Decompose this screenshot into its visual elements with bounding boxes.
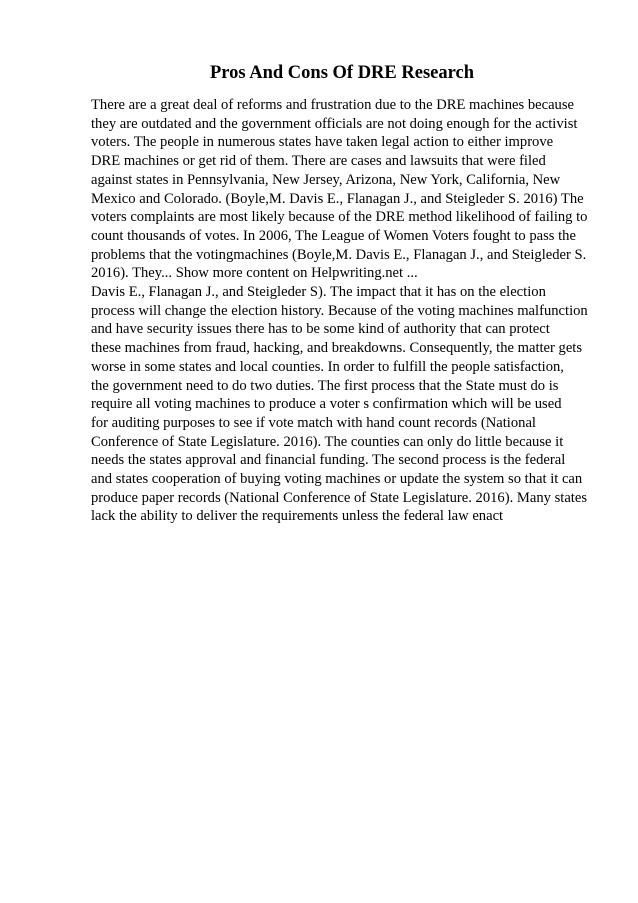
text-line: require all voting machines to produce a voter s confirmation which will be used [91, 396, 562, 413]
body-text [91, 96, 611, 526]
text-line: worse in some states and local counties. In order to fulfill the people satisfaction, [91, 358, 564, 375]
text-line: Mexico and Colorado. (Boyle,M. Davis E., Flanagan J., and Steigleder S. 2016) The [91, 190, 584, 207]
text-line: produce paper records (National Conference of State Legislature. 2016). Many states [91, 489, 588, 506]
text-line: There are a great deal of reforms and frustration due to the DRE machines because [91, 97, 575, 113]
text-line: Conference of State Legislature. 2016). The counties can only do little because it [91, 433, 564, 450]
text-line: DRE machines or get rid of them. There are cases and lawsuits that were filed [91, 153, 546, 170]
text-line: and states cooperation of buying voting machines or update the system so that it can [91, 471, 583, 488]
text-line: they are outdated and the government officials are not doing enough for the activist [91, 115, 578, 132]
text-line: problems that the votingmachines (Boyle,M. Davis E., Flanagan J., and Steigleder S. [91, 246, 587, 263]
text-line: needs the states approval and financial funding. The second process is the federal [91, 452, 566, 469]
text-line: for auditing purposes to see if vote match with hand count records (National [91, 414, 536, 431]
text-line: and have security issues there has to be some kind of authority that can protect [91, 321, 550, 338]
text-line: voters. The people in numerous states have taken legal action to either improve [91, 134, 554, 151]
text-line: lack the ability to deliver the requirements unless the federal law enact [91, 508, 504, 525]
text-line: against states in Pennsylvania, New Jersey, Arizona, New York, California, New [91, 171, 561, 188]
text-line: the government need to do two duties. The first process that the State must do is [91, 377, 559, 394]
text-line: these machines from fraud, hacking, and breakdowns. Consequently, the matter gets [91, 340, 583, 357]
page-title: Pros And Cons Of DRE Research [210, 63, 474, 83]
text-line: 2016). They... Show more content on Helpwriting.net ... [91, 265, 418, 282]
text-line: voters complaints are most likely because of the DRE method likelihood of failing to [91, 209, 588, 226]
text-line: Davis E., Flanagan J., and Steigleder S). The impact that it has on the election [91, 284, 546, 301]
text-line: process will change the election history. Because of the voting machines malfunction [91, 302, 588, 319]
text-line: count thousands of votes. In 2006, The League of Women Voters fought to pass the [91, 227, 576, 244]
